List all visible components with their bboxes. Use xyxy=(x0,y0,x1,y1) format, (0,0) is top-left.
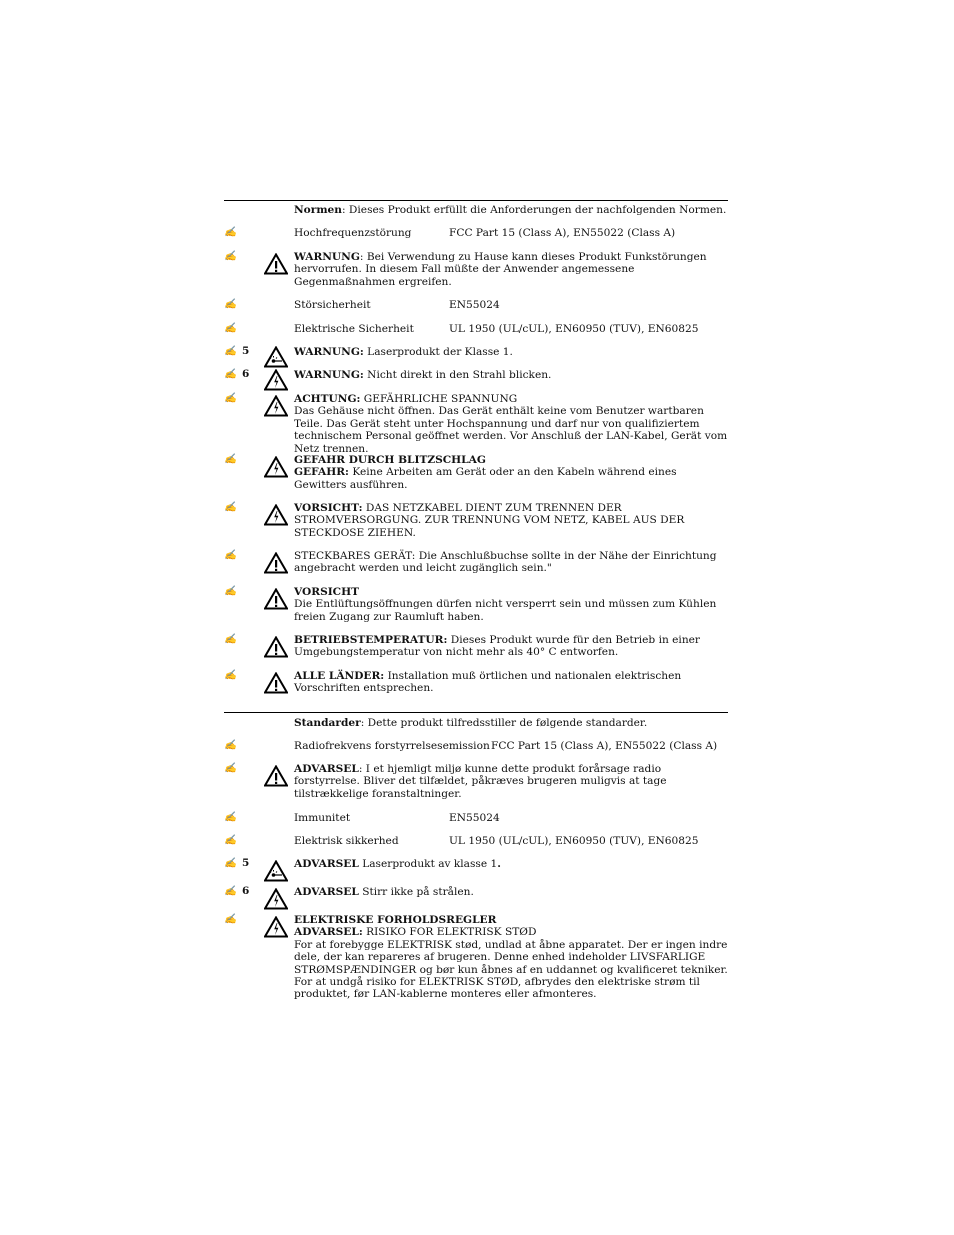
da-std-text: Standarder: Dette produkt tilfredsstiller de følgende standarder. xyxy=(294,717,648,729)
warning-exclamation-icon xyxy=(264,672,288,694)
pen-icon: ✍ xyxy=(224,914,236,925)
da-imm-label: Immunitet xyxy=(294,812,351,824)
high-voltage-icon xyxy=(264,369,288,391)
warning-exclamation-icon xyxy=(264,588,288,610)
footnote-number: 5 xyxy=(242,345,250,357)
pen-icon: ✍ xyxy=(224,586,236,597)
da-laser-text: ADVARSEL Laserprodukt av klasse 1. xyxy=(294,858,501,870)
de-steck-text: STECKBARES GERÄT: Die Anschlußbuchse sollte in der Nähe der Einrichtung angebracht werden und leicht zugänglich sein." xyxy=(294,550,717,575)
de-vors1-text: VORSICHT: DAS NETZKABEL DIENT ZUM TRENNEN DER STROMVERSORGUNG. ZUR TRENNUNG VOM NETZ, KABEL AUS DER STECKDOSE ZIEHEN. xyxy=(294,502,685,539)
section-rule-de xyxy=(224,200,728,201)
pen-icon: ✍ xyxy=(224,835,236,846)
warning-exclamation-icon xyxy=(264,636,288,658)
de-stoer-value: EN55024 xyxy=(449,299,500,311)
de-laser-text: WARNUNG: Laserprodukt der Klasse 1. xyxy=(294,346,513,358)
warning-exclamation-icon xyxy=(264,765,288,787)
laser-warning-icon xyxy=(264,346,288,368)
da-rf-value: FCC Part 15 (Class A), EN55022 (Class A) xyxy=(491,740,718,752)
da-rf-label: Radiofrekvens forstyrrelsesemission xyxy=(294,740,490,752)
da-elsik-value: UL 1950 (UL/cUL), EN60950 (TUV), EN60825 xyxy=(449,835,699,847)
da-beam-text: ADVARSEL Stirr ikke på strålen. xyxy=(294,886,474,898)
de-laender-text: ALLE LÄNDER: Installation muß örtlichen und nationalen elektrischen Vorschriften entsprechen. xyxy=(294,670,682,695)
high-voltage-icon xyxy=(264,916,288,938)
da-imm-value: EN55024 xyxy=(449,812,500,824)
footnote-number: 6 xyxy=(242,368,250,380)
de-stoer-label: Störsicherheit xyxy=(294,299,371,311)
warning-exclamation-icon xyxy=(264,253,288,275)
pen-icon: ✍ xyxy=(224,323,236,334)
da-elsik-label: Elektrisk sikkerhed xyxy=(294,835,399,847)
da-el-text: ELEKTRISKE FORHOLDSREGLER ADVARSEL: RISIKO FOR ELEKTRISK STØD For at forebygge ELEKTRISK stød, undlad at åbne apparatet. Der er ingen indre dele, der kan repareres af brugeren. Denne enhed indeholder LIVSFARLIGE STRØMSPÆNDINGER og bør kun åbnes af en uddannet og kvalificeret tekniker. For at undgå risiko for ELEKTRISK STØD, afbrydes den elektriske strøm til produktet, før LAN-kablerne monteres eller afmonteres. xyxy=(294,914,728,1001)
de-temp-text: BETRIEBSTEMPERATUR: Dieses Produkt wurde für den Betrieb in einer Umgebungstemperatur von nicht mehr als 40° C entworfen. xyxy=(294,634,700,659)
high-voltage-icon xyxy=(264,888,288,910)
pen-icon: ✍ xyxy=(224,502,236,513)
pen-icon: ✍ xyxy=(224,670,236,681)
section-rule-da xyxy=(224,712,728,713)
pen-icon: ✍ xyxy=(224,454,236,465)
pen-icon: ✍ xyxy=(224,227,236,238)
pen-icon: ✍ xyxy=(224,858,236,869)
pen-icon: ✍ xyxy=(224,550,236,561)
footnote-number: 5 xyxy=(242,857,250,869)
pen-icon: ✍ xyxy=(224,369,236,380)
de-hf-label: Hochfrequenzstörung xyxy=(294,227,412,239)
de-elsi-value: UL 1950 (UL/cUL), EN60950 (TUV), EN60825 xyxy=(449,323,699,335)
de-elsi-label: Elektrische Sicherheit xyxy=(294,323,414,335)
laser-warning-icon xyxy=(264,860,288,882)
de-warn1-text: WARNUNG: Bei Verwendung zu Hause kann dieses Produkt Funkstörungen hervorrufen. In diesem Fall müßte der Anwender angemessene Gegenmaßnahmen ergreifen. xyxy=(294,251,707,288)
pen-icon: ✍ xyxy=(224,634,236,645)
da-adv1-text: ADVARSEL: I et hjemligt miljø kunne dette produkt forårsage radio forstyrrelse. Bliver det tilfældet, påkræves brugeren muligvis at tage tilstrækkelige foranstaltninger. xyxy=(294,763,667,800)
footnote-number: 6 xyxy=(242,885,250,897)
de-hf-value: FCC Part 15 (Class A), EN55022 (Class A) xyxy=(449,227,676,239)
pen-icon: ✍ xyxy=(224,251,236,262)
pen-icon: ✍ xyxy=(224,740,236,751)
high-voltage-icon xyxy=(264,456,288,478)
high-voltage-icon xyxy=(264,395,288,417)
high-voltage-icon xyxy=(264,504,288,526)
de-blitz-text: GEFAHR DURCH BLITZSCHLAG GEFAHR: Keine Arbeiten am Gerät oder an den Kabeln während eines Gewitters ausführen. xyxy=(294,454,677,491)
de-normen-text: Normen: Dieses Produkt erfüllt die Anforderungen der nachfolgenden Normen. xyxy=(294,204,727,216)
warning-exclamation-icon xyxy=(264,552,288,574)
de-normen-title: Normen xyxy=(294,204,342,216)
pen-icon: ✍ xyxy=(224,346,236,357)
pen-icon: ✍ xyxy=(224,812,236,823)
de-beam-text: WARNUNG: Nicht direkt in den Strahl blicken. xyxy=(294,369,552,381)
pen-icon: ✍ xyxy=(224,763,236,774)
de-vors2-text: VORSICHT Die Entlüftungsöffnungen dürfen nicht versperrt sein und müssen zum Kühlen freien Zugang zur Raumluft haben. xyxy=(294,586,717,623)
pen-icon: ✍ xyxy=(224,886,236,897)
de-acht-text: ACHTUNG: GEFÄHRLICHE SPANNUNG Das Gehäuse nicht öffnen. Das Gerät enthält keine vom Benutzer wartbaren Teile. Das Gerät steht unter Hochspannung und darf nur von qualifiziertem technischem Personal geöffnet werden. Vor Anschluß der LAN-Kabel, Gerät vom Netz trennen. xyxy=(294,393,728,455)
pen-icon: ✍ xyxy=(224,393,236,404)
pen-icon: ✍ xyxy=(224,299,236,310)
